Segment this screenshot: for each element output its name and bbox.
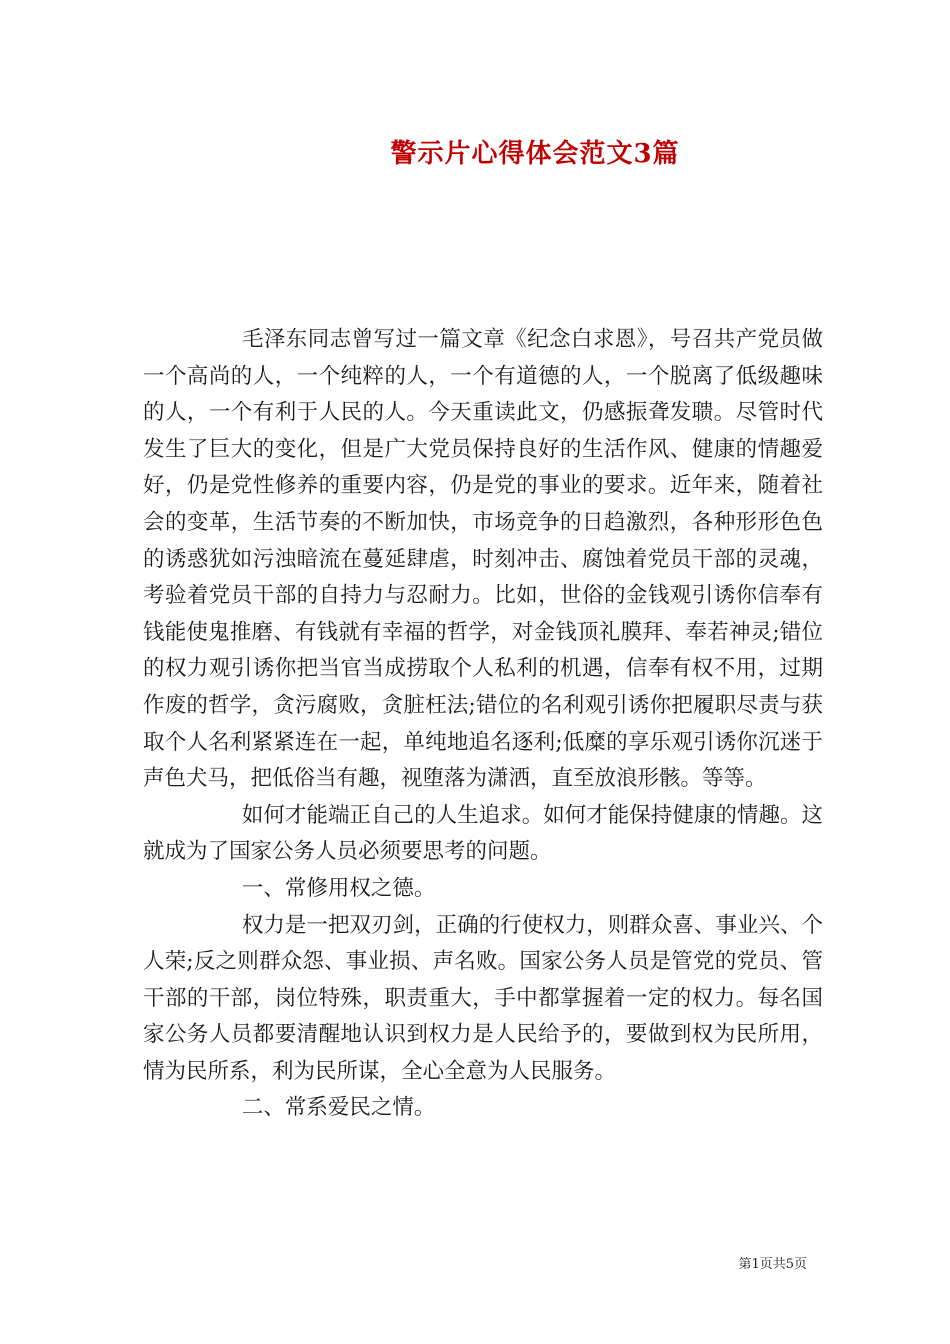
document-body <box>143 322 823 1127</box>
body-paragraph: 权力是一把双刃剑，正确的行使权力，则群众喜、事业兴、个人荣;反之则群众怨、事业损、声名败。国家公务人员是管党的党员、管干部的干部，岗位特殊，职责重大，手中都掌握着一定的权力。每名国家公务人员都要清醒地认识到权力是人民给予的，要做到权为民所用，情为民所系，利为民所谋，全心全意为人民服务。 <box>143 912 823 1084</box>
document-title: 警示片心得体会范文3篇 <box>390 139 680 169</box>
body-paragraph: 如何才能端正自己的人生追求。如何才能保持健康的情趣。这就成为了国家公务人员必须要思考的问题。 <box>143 802 823 865</box>
page-number-footer: 第1页共5页 <box>738 1257 807 1272</box>
body-paragraph: 毛泽东同志曾写过一篇文章《纪念白求恩》，号召共产党员做一个高尚的人，一个纯粹的人，一个有道德的人，一个脱离了低级趣味的人，一个有利于人民的人。今天重读此文，仍感振聋发聩。尽管时代发生了巨大的变化，但是广大党员保持良好的生活作风、健康的情趣爱好，仍是党性修养的重要内容，仍是党的事业的要求。近年来，随着社会的变革，生活节奏的不断加快，市场竞争的日趋激烈，各种形形色色的诱惑犹如污浊暗流在蔓延肆虐，时刻冲击、腐蚀着党员干部的灵魂，考验着党员干部的自持力与忍耐力。比如，世俗的金钱观引诱你信奉有钱能使鬼推磨、有钱就有幸福的哲学，对金钱顶礼膜拜、奉若神灵;错位的权力观引诱你把当官当成捞取个人私利的机遇，信奉有权不用，过期作废的哲学，贪污腐败，贪脏枉法;错位的名利观引诱你把履职尽责与获取个人名利紧紧连在一起，单纯地追名逐利;低糜的享乐观引诱你沉迷于声色犬马，把低俗当有趣，视堕落为潇洒，直至放浪形骸。等等。 <box>143 327 823 792</box>
section-heading: 二、常系爱民之情。 <box>241 1095 436 1121</box>
section-heading: 一、常修用权之德。 <box>241 875 436 901</box>
